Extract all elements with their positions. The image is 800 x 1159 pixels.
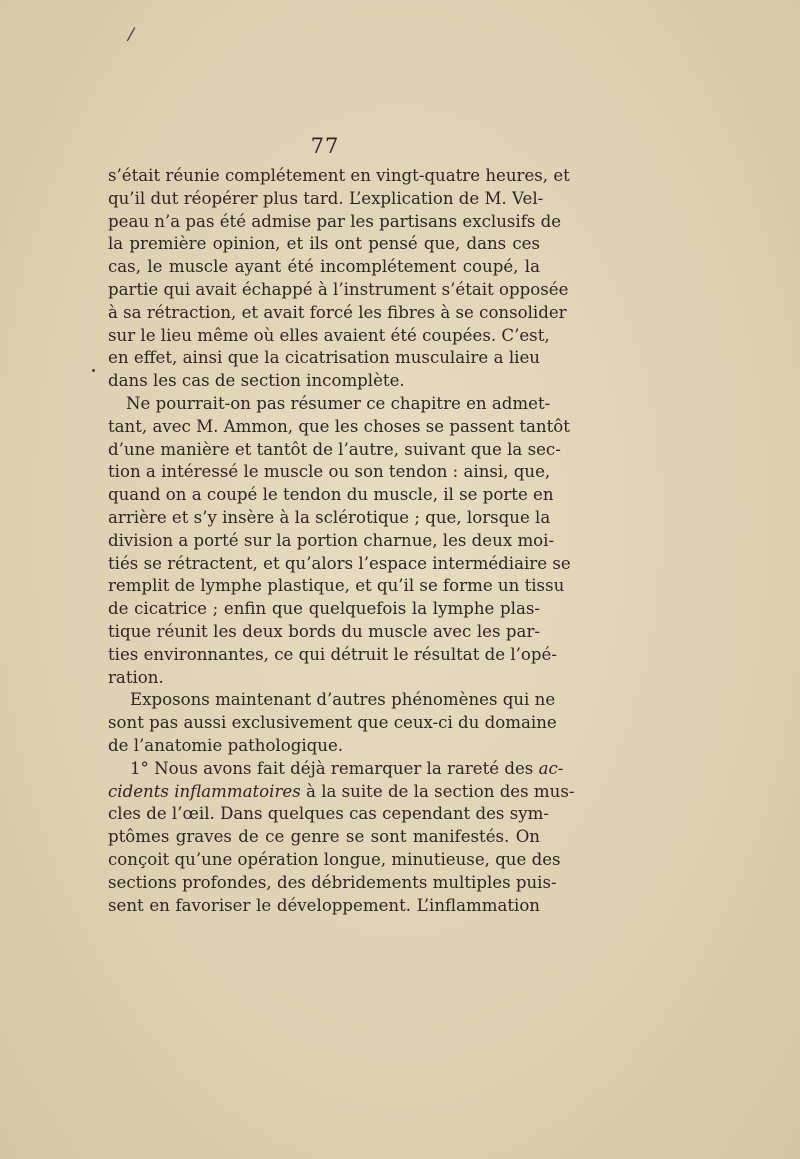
text-line: Exposons maintenant d’autres phénomènes qui ne bbox=[130, 690, 556, 710]
text-line: s’était réunie complétement en vingt-quatre heures, et bbox=[108, 166, 570, 185]
text-line: ties environnantes, ce qui détruit le résultat de l’opé- bbox=[108, 644, 557, 664]
italic-fragment: ac- bbox=[538, 758, 564, 778]
text-line: qu’il dut réopérer plus tard. L’explication de M. Vel- bbox=[108, 188, 544, 208]
text-line bbox=[108, 781, 575, 804]
text-line: partie qui avait échappé à l’instrument s’était opposée bbox=[108, 279, 569, 299]
text-fragment: 1° Nous avons fait déjà remarquer la rareté des bbox=[130, 758, 539, 778]
text-line: sont pas aussi exclusivement que ceux-ci du domaine bbox=[108, 713, 557, 733]
text-line: tiés se rétractent, et qu’alors l’espace intermédiaire se bbox=[108, 553, 571, 573]
text-line: à sa rétraction, et avait forcé les fibres à se consolider bbox=[108, 302, 567, 322]
text-line: ptômes graves de ce genre se sont manifestés. On bbox=[108, 827, 540, 847]
corner-mark: / bbox=[125, 23, 137, 46]
text-line: division a porté sur la portion charnue, les deux moi- bbox=[108, 530, 555, 550]
text-line: de cicatrice ; enfin que quelquefois la lymphe plas- bbox=[108, 599, 540, 619]
text-line: tion a intéressé le muscle ou son tendon : ainsi, que, bbox=[108, 462, 551, 482]
text-line: cas, le muscle ayant été incomplétement coupé, la bbox=[108, 257, 540, 277]
text-line: dans les cas de section incomplète. bbox=[108, 371, 405, 391]
text-line: en effet, ainsi que la cicatrisation musculaire a lieu bbox=[108, 348, 540, 368]
italic-fragment: cidents inflammatoires bbox=[108, 781, 301, 801]
text-line: tique réunit les deux bords du muscle avec les par- bbox=[108, 621, 540, 641]
margin-dot bbox=[92, 369, 95, 372]
text-line: sections profondes, des débridements multiples puis- bbox=[108, 872, 557, 892]
text-line: tant, avec M. Ammon, que les choses se passent tantôt bbox=[108, 416, 570, 436]
text-line: peau n’a pas été admise par les partisans exclusifs de bbox=[108, 211, 562, 231]
text-line bbox=[108, 758, 564, 781]
body-text bbox=[108, 165, 575, 917]
text-line: ration. bbox=[108, 667, 164, 687]
page-number: 77 bbox=[310, 134, 340, 158]
text-line: d’une manière et tantôt de l’autre, suivant que la sec- bbox=[108, 439, 561, 459]
text-line: cles de l’œil. Dans quelques cas cependant des sym- bbox=[108, 804, 549, 824]
text-line: arrière et s’y insère à la sclérotique ; que, lorsque la bbox=[108, 507, 551, 527]
text-line: sur le lieu même où elles avaient été coupées. C’est, bbox=[108, 325, 550, 345]
text-fragment: à la suite de la section des mus- bbox=[300, 781, 575, 801]
text-line: quand on a coupé le tendon du muscle, il se porte en bbox=[108, 485, 554, 505]
text-line: conçoit qu’une opération longue, minutieuse, que des bbox=[108, 849, 561, 869]
text-line: remplit de lymphe plastique, et qu’il se forme un tissu bbox=[108, 576, 565, 596]
text-line: de l’anatomie pathologique. bbox=[108, 735, 344, 755]
text-line: Ne pourrait-on pas résumer ce chapitre en admet- bbox=[126, 393, 551, 413]
text-line: sent en favoriser le développement. L’inflammation bbox=[108, 895, 540, 915]
text-line: la première opinion, et ils ont pensé que, dans ces bbox=[108, 234, 540, 254]
